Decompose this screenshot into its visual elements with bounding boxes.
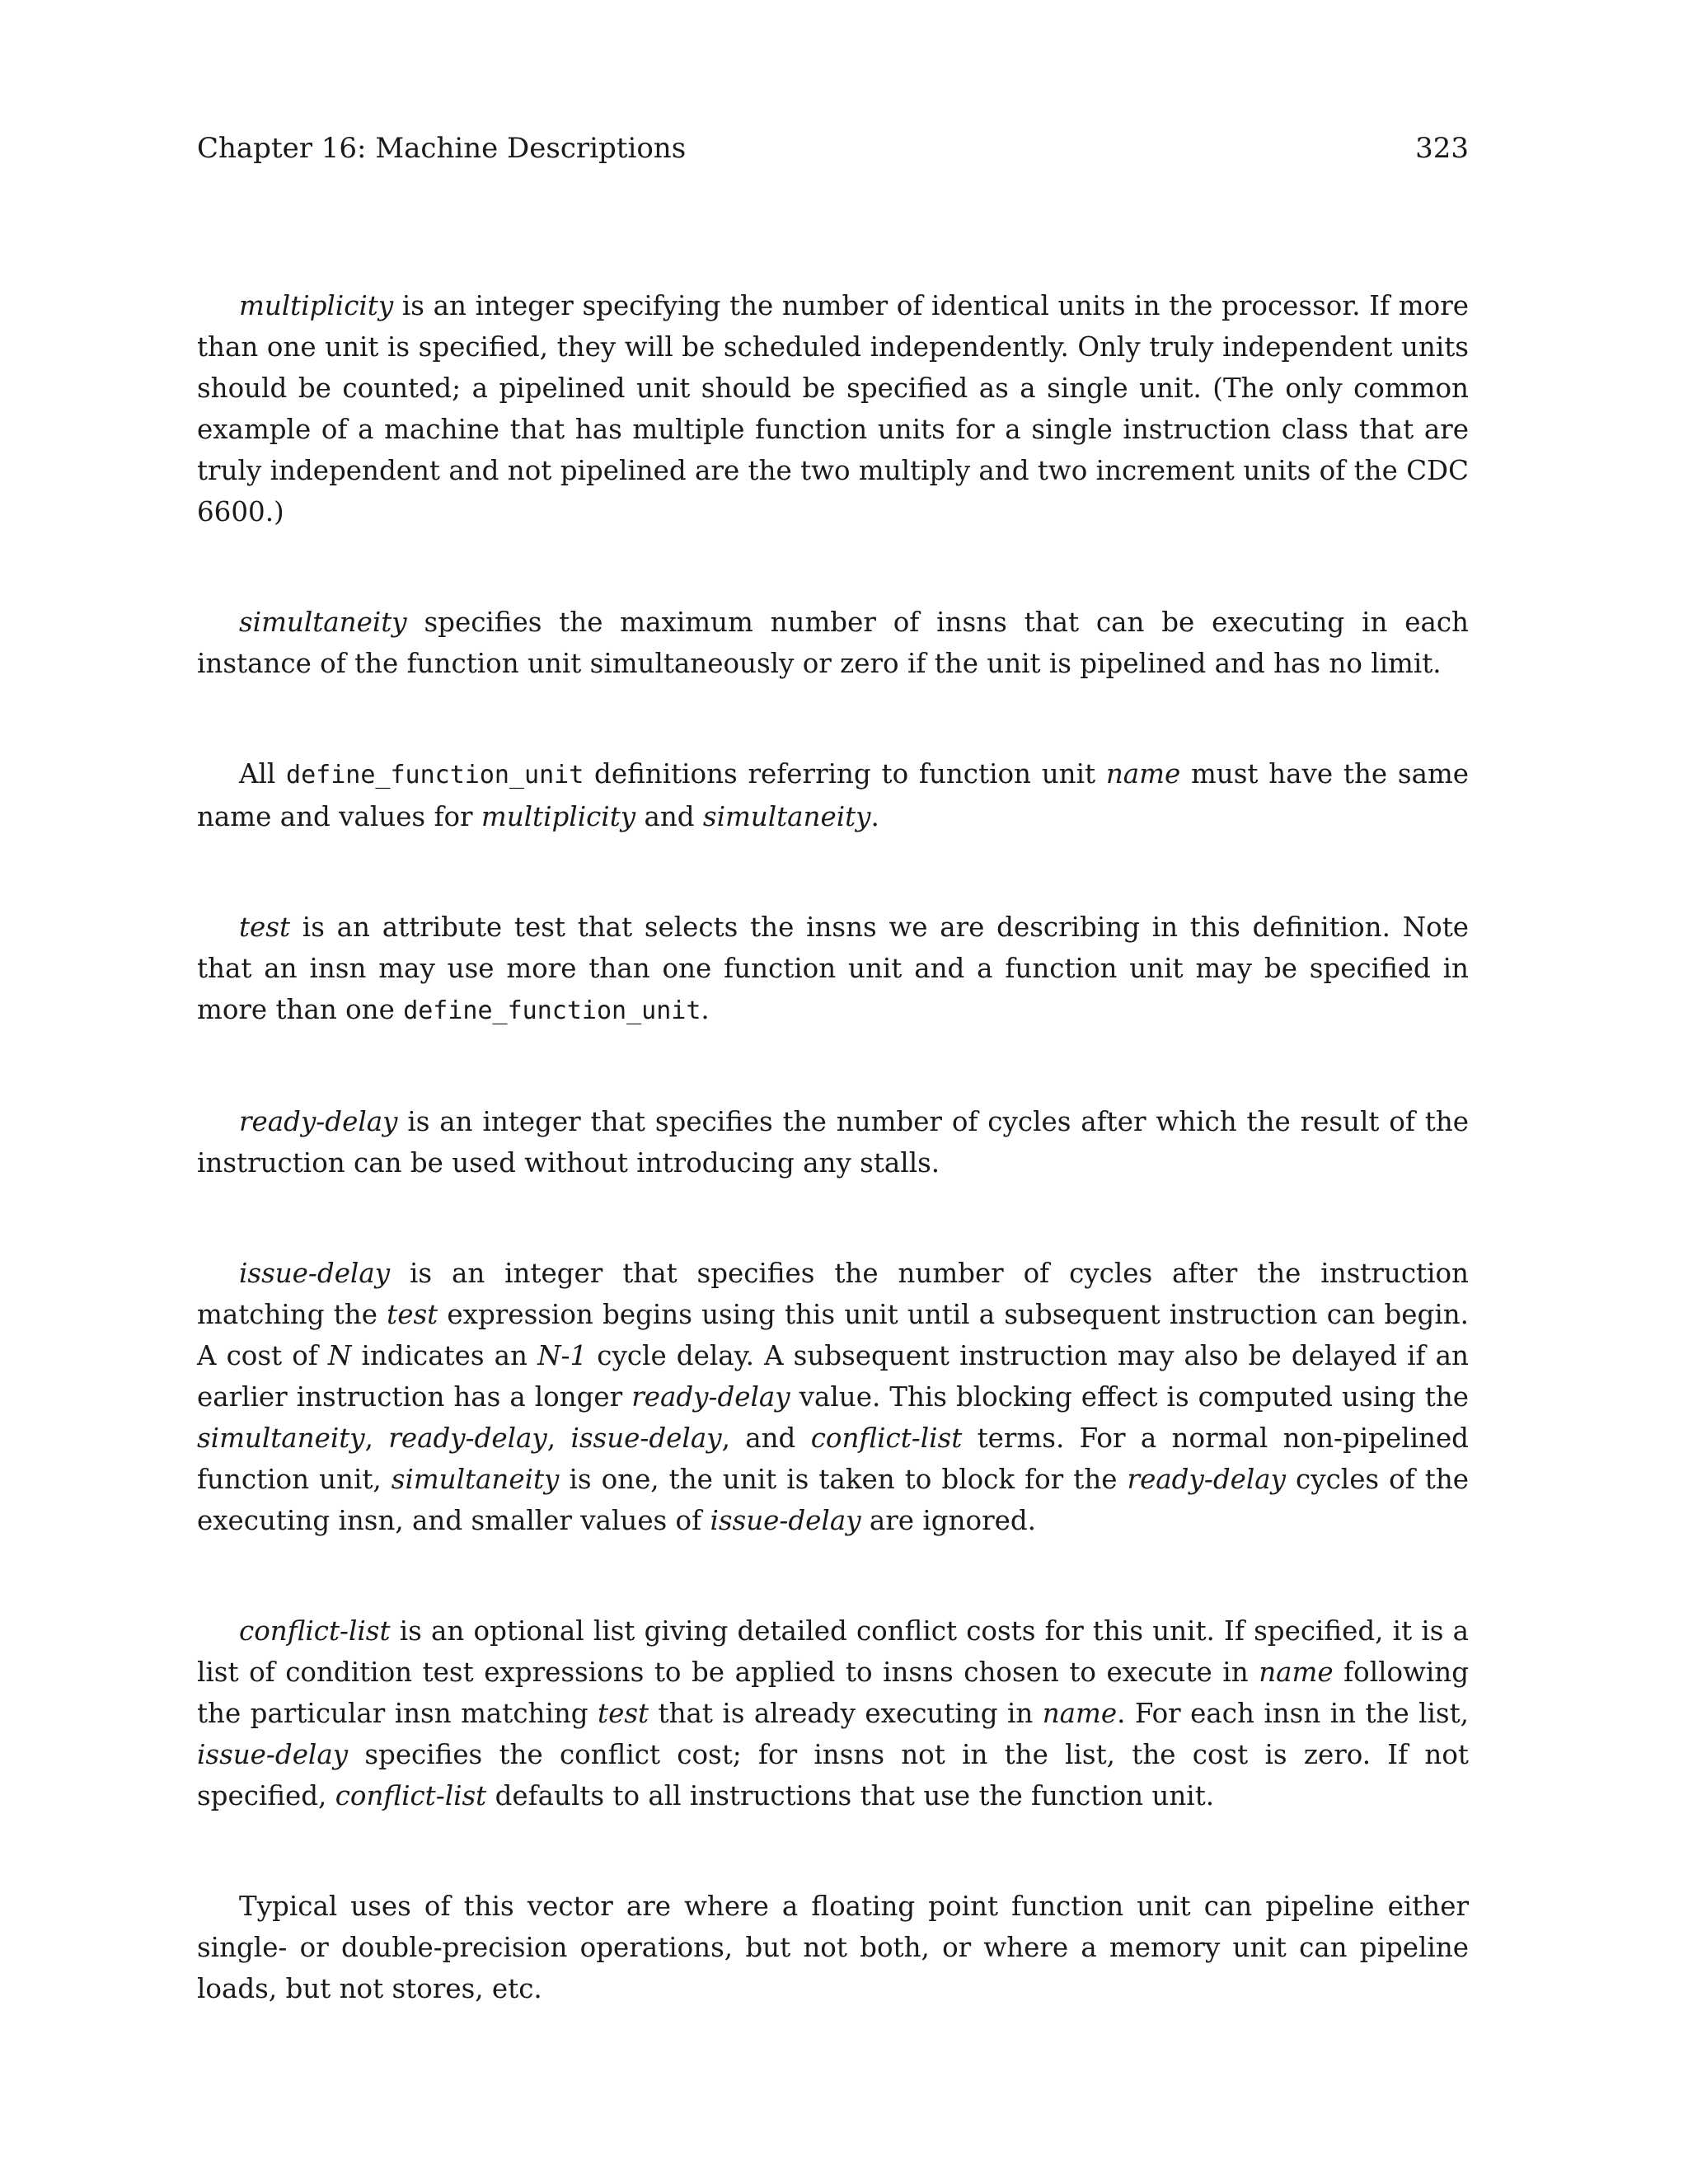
paragraph-multiplicity: multiplicity is an integer specifying the number of identical units in the processor. If more than one unit is specified, they will be scheduled independently. Only truly independent units should be counted; a pipelined unit should be specified as a single unit. (The only common example of a machine that has multiple function units for a single instruction class that are truly independent and not pipelined are the two multiply and two increment units of the CDC 6600.) <box>197 290 1469 527</box>
paragraph-issue-delay: issue-delay is an integer that specifies the number of cycles after the instruction matching the test expression begins using this unit until a subsequent instruction can begin. A cost of N indicates an N-1 cycle delay. A subsequent instruction may also be delayed if an earlier instruction has a longer ready-delay value. This blocking effect is computed using the simultaneity, ready-delay, issue-delay, and conflict-list terms. For a normal non-pipelined function unit, simultaneity is one, the unit is taken to block for the ready-delay cycles of the executing insn, and smaller values of issue-delay are ignored. <box>197 1258 1470 1536</box>
code-define-function-unit: define_function_unit <box>286 761 584 790</box>
paragraph-simultaneity: simultaneity specifies the maximum number of insns that can be executing in each instance of the function unit simultaneously or zero if the unit is pipelined and has no limit. <box>197 607 1469 679</box>
paragraph-ready-delay: ready-delay is an integer that specifies the number of cycles after which the result of the instruction can be used without introducing any stalls. <box>197 1106 1469 1179</box>
paragraph-conflict-list: conflict-list is an optional list giving detailed conflict costs for this unit. If specified, it is a list of condition test expressions to be applied to insns chosen to execute in name following the particular insn matching test that is already executing in name. For each insn in the list, issue-delay specifies the conflict cost; for insns not in the list, the cost is zero. If not specified, conflict-list defaults to all instructions that use the function unit. <box>197 1615 1469 1811</box>
term-conflict-list: conflict-list <box>239 1615 391 1647</box>
paragraph-test: test is an attribute test that selects the insns we are describing in this definition. Note that an insn may use more than one function unit and a function unit may be specified in more than one define_function_unit. <box>197 912 1469 1025</box>
term-test: test <box>239 912 291 943</box>
term-multiplicity: multiplicity <box>239 290 394 321</box>
term-ready-delay: ready-delay <box>239 1106 398 1137</box>
paragraph-define-function-unit: All define_function_unit definitions referring to function unit name must have the same name and values for multiplicity and simultaneity. <box>197 758 1470 832</box>
code-define-function-unit: define_function_unit <box>403 996 701 1025</box>
chapter-title: Chapter 16: Machine Descriptions <box>197 132 687 165</box>
page-number: 323 <box>1415 132 1469 165</box>
body-text <box>197 285 1469 2009</box>
term-issue-delay: issue-delay <box>239 1258 391 1289</box>
paragraph-typical-uses: Typical uses of this vector are where a floating point function unit can pipeline either single- or double-precision operations, but not both, or where a memory unit can pipeline loads, but not stores, etc. <box>197 1891 1469 2004</box>
term-simultaneity: simultaneity <box>239 607 407 638</box>
